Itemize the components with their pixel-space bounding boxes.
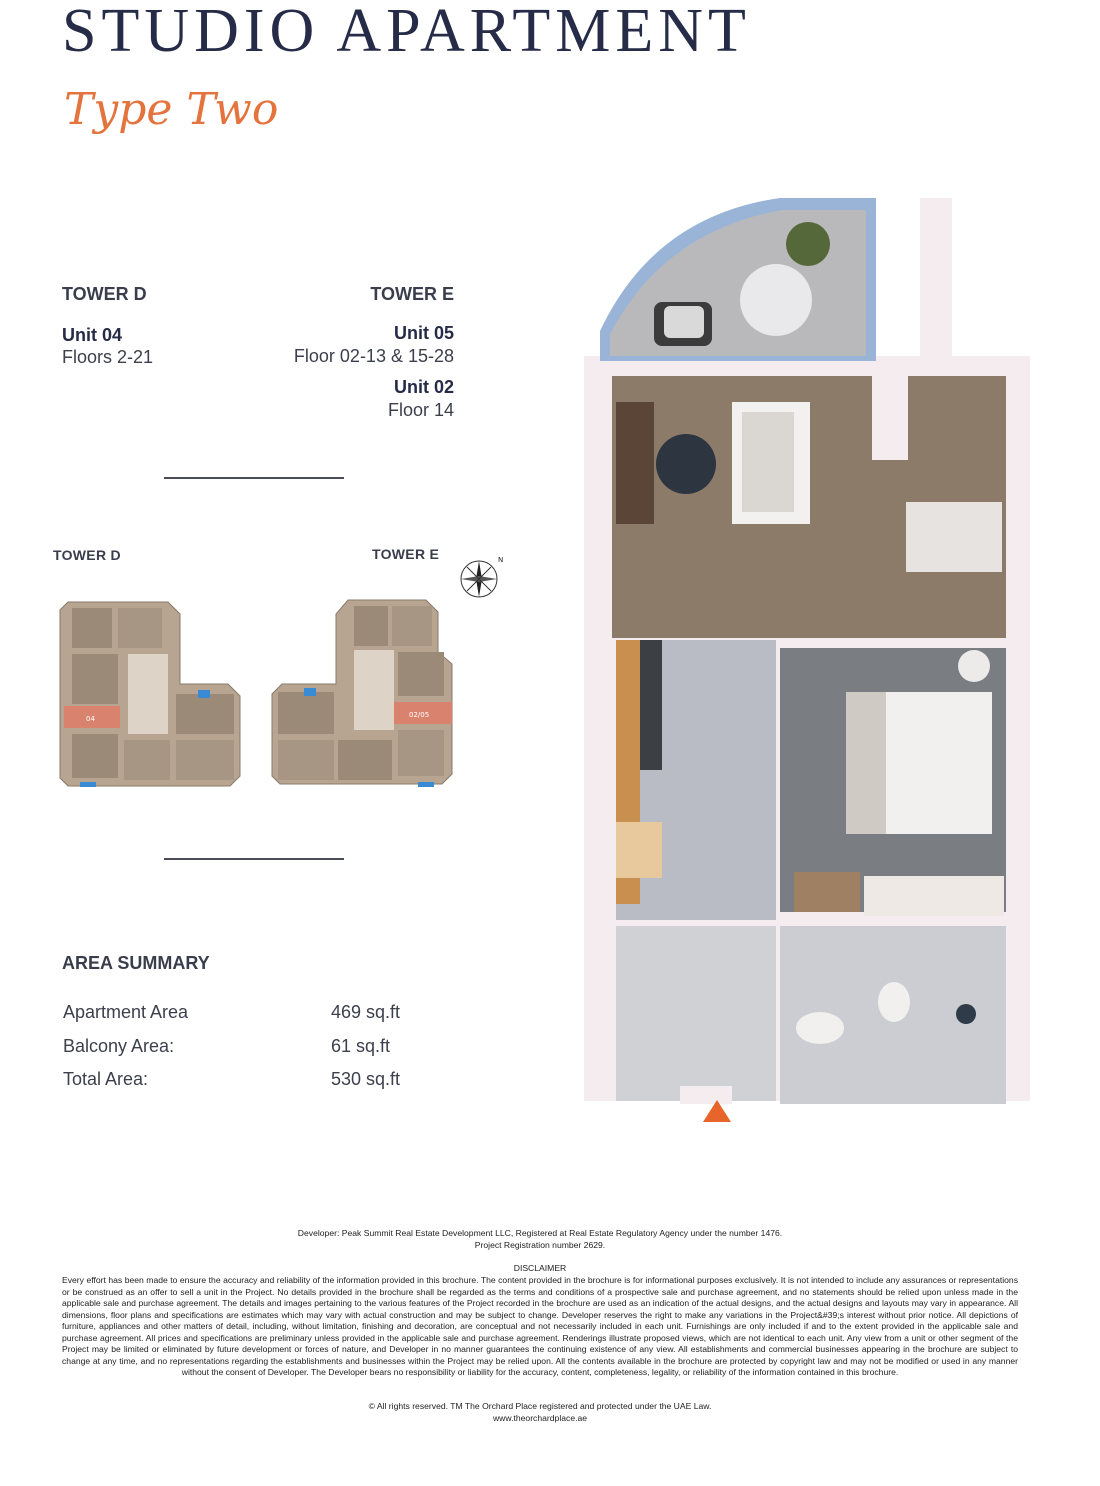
- tower-d-heading: TOWER D: [62, 284, 147, 304]
- coffee-table: [656, 434, 716, 494]
- area-value-total: 530 sq.ft: [331, 1069, 401, 1089]
- area-label-total: Total Area:: [63, 1069, 149, 1089]
- area-label-apartment: Apartment Area: [63, 1002, 189, 1022]
- tower-e-key-plan: [268, 594, 460, 790]
- tower-e-unit-a: Unit 05: [393, 323, 454, 343]
- tower-e-floors-b: Floor 14: [387, 400, 454, 420]
- tower-d-unit-tag: 04: [86, 715, 95, 723]
- area-summary-heading: AREA SUMMARY: [62, 953, 210, 973]
- svg-text:N: N: [498, 556, 504, 564]
- keyplan-tower-d-label: TOWER D: [53, 547, 121, 563]
- developer-line-2: Project Registration number 2629.: [474, 1240, 606, 1250]
- divider-top: [164, 477, 344, 479]
- dining-table: [906, 502, 1002, 572]
- toilet: [878, 982, 910, 1022]
- tower-d-unit: Unit 04: [62, 325, 123, 345]
- tower-e-floors-a: Floor 02-13 & 15-28: [293, 346, 454, 366]
- balcony-table: [740, 264, 812, 336]
- balcony-plant: [786, 222, 830, 266]
- tower-e-heading: TOWER E: [370, 284, 454, 304]
- area-label-balcony: Balcony Area:: [63, 1036, 175, 1056]
- studio-floor-plan: [584, 196, 1032, 1126]
- lamp: [958, 650, 990, 682]
- tv-console: [616, 402, 654, 524]
- tower-d-floors: Floors 2-21: [62, 347, 154, 367]
- rights-line: © All rights reserved. TM The Orchard Place registered and protected under the UAE Law.: [368, 1401, 712, 1411]
- website-link[interactable]: www.theorchardplace.ae: [492, 1413, 588, 1423]
- page-subtitle: Type Two: [64, 84, 279, 135]
- area-value-apartment: 469 sq.ft: [331, 1002, 401, 1022]
- tower-e-unit-b: Unit 02: [393, 377, 454, 397]
- wardrobe: [864, 876, 1004, 916]
- area-value-balcony: 61 sq.ft: [331, 1036, 391, 1056]
- divider-bottom: [164, 858, 344, 860]
- keyplan-tower-e-label: TOWER E: [372, 546, 440, 562]
- tower-e-unit-tag: 02/05: [409, 711, 430, 719]
- bathtub-basin: [796, 1012, 844, 1044]
- page-title: STUDIO APARTMENT: [62, 0, 751, 65]
- tower-d-key-plan: [58, 594, 248, 790]
- disclaimer-title: DISCLAIMER: [513, 1263, 567, 1273]
- developer-line-1: Developer: Peak Summit Real Estate Development LLC, Registered at Real Estate Regulatory Agency under the number 1476.: [297, 1228, 783, 1238]
- compass-north-icon: [456, 554, 504, 602]
- disclaimer-text: Every effort has been made to ensure the accuracy and reliability of the information provided in this brochure. The content provided in the brochure is for informational purposes exclusively. It is not intended to include any assurances or representations or be construed as an offer to sell a unit in the Project. No details provided in the brochure shall be regarded as the terms and conditions of a prospective sale and purchase agreement, and no statements should be relied upon unless made in the applicable sale and purchase agreement. The details and images pertaining to the various features of the Project recorded in the brochure are used as an indication of the actual designs, and the actual designs and layouts may vary in appearance. All dimensions, floor plans and specifications are estimates which may vary with actual construction and may be subject to change. Developer reserves the right to make any variations in the Project&#39;s interest without prior notice. All depictions of furniture, appliances and other matters of detail, including, without limitation, finishing and decoration, are conceptual and not necessarily included in each unit. Furnishings are only included if and to the extent provided in the applicable sale and purchase agreement. All prices and specifications are preliminary unless provided in the applicable sale and purchase agreement. Renderings illustrate proposed views, which are not identical to each unit. Any view from a unit or other segment of the Project may be limited or eliminated by future development or forces of nature, and Developer in no manner guarantees the continuing existence of any view. All establishments and commercial businesses appearing in the brochure are subject to change at any time, and no representations regarding the establishments and businesses within the Project may be relied upon. All the contents available in the brochure are protected by copyright law and may not be modified or used in any manner without the consent of Developer. The Developer bears no responsibility or liability for the accuracy, content, completeness, legality, or reliability of the information contained in this brochure.: [62, 1275, 1018, 1377]
